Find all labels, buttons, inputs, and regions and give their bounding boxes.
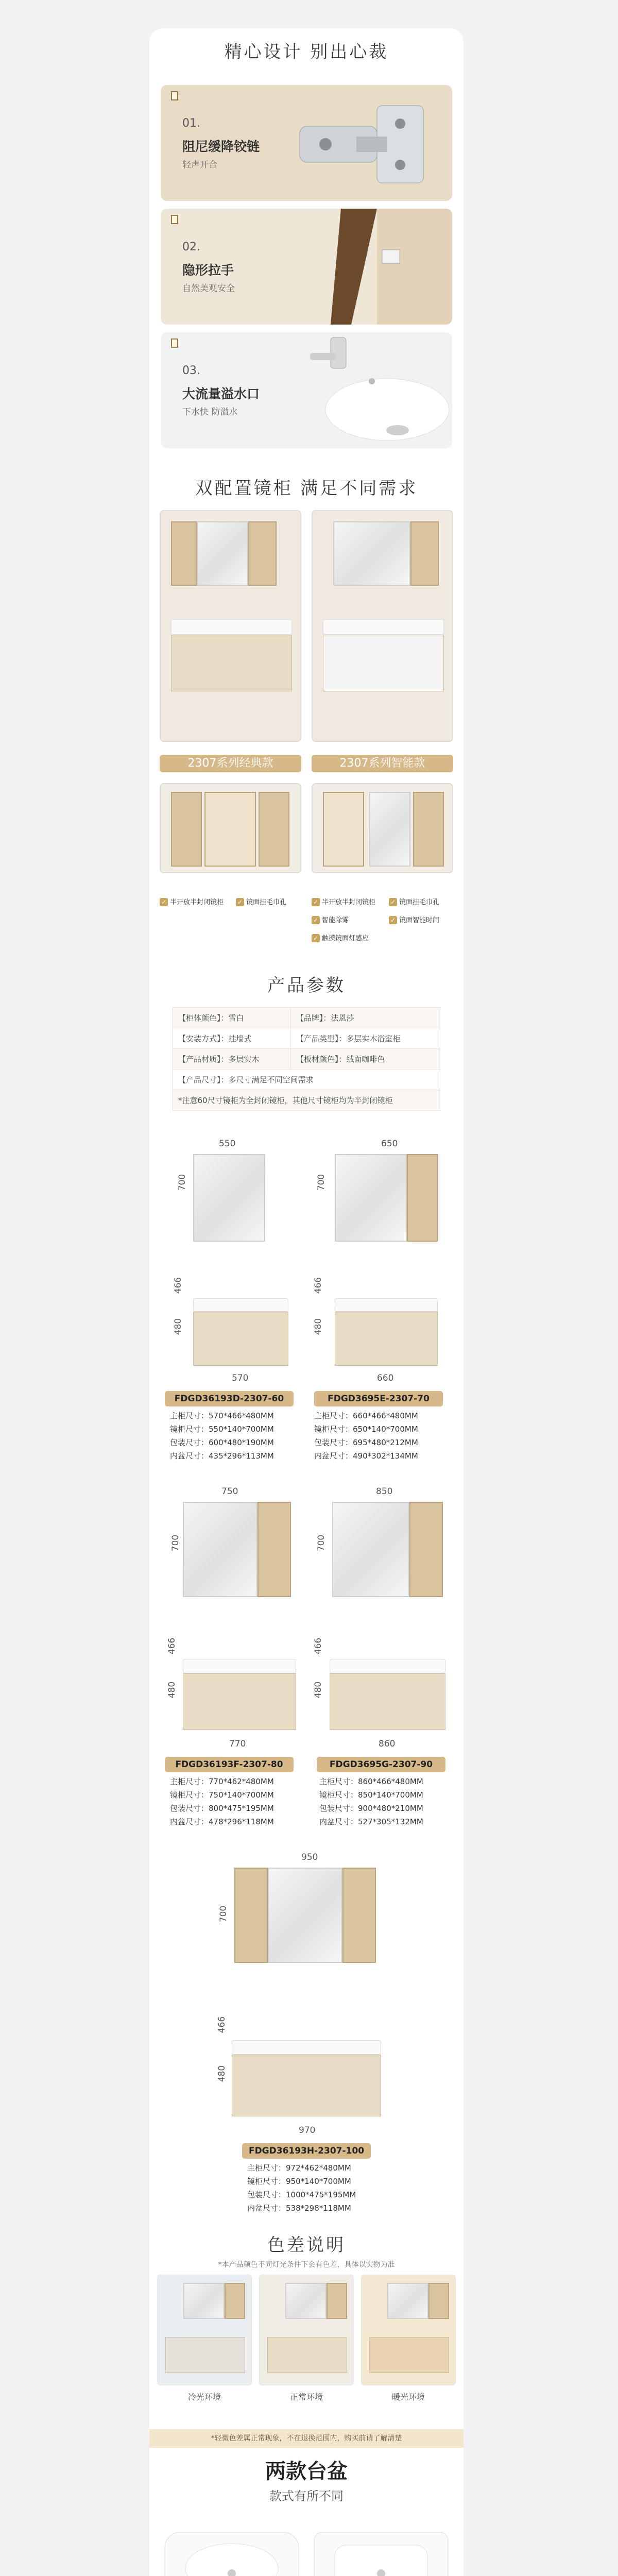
check-icon: ✓ <box>389 898 397 906</box>
mirror-100 <box>268 1868 342 1963</box>
mirror-70 <box>335 1154 407 1242</box>
mirror-90 <box>332 1502 409 1597</box>
cabinet-100 <box>232 2055 381 2116</box>
cabinet-90 <box>330 1673 445 1730</box>
cab-depth: 466 <box>167 1637 178 1655</box>
basin-100 <box>232 2040 381 2055</box>
feature-handle <box>161 209 452 325</box>
cab-width: 770 <box>229 1739 246 1749</box>
smart-feature: ✓ 智能除雾 <box>312 914 349 924</box>
design-title: 精心设计 别出心裁 <box>224 42 389 62</box>
feature-overflow <box>161 332 452 448</box>
smart-photo <box>312 510 453 742</box>
swatch-label: 暖光环境 <box>391 2392 425 2402</box>
mirror-width: 750 <box>221 1486 238 1497</box>
cab-depth: 466 <box>313 1637 324 1655</box>
smart-label: 2307系列智能款 <box>312 755 453 772</box>
cabinet-80 <box>183 1673 296 1730</box>
shelf-80 <box>258 1502 291 1597</box>
cab-height: 480 <box>313 1681 324 1699</box>
classic-open-photo <box>160 783 301 873</box>
table-row: 【柜体颜色】：雪白 【品牌】：法恩莎 <box>173 1008 440 1028</box>
model-specs: 主柜尺寸：770*462*480MM 镜柜尺寸：750*140*700MM 包装尺寸：800*475*195MM 内盆尺寸：478*296*118MM <box>170 1777 274 1826</box>
tag-icon <box>171 338 178 348</box>
smart-open-photo <box>312 783 453 873</box>
color-title: 色差说明 <box>267 2235 346 2256</box>
feature-sub: 下水快 防溢水 <box>182 407 238 417</box>
model-code: FDGD3695G-2307-90 <box>317 1757 445 1772</box>
feature-num: 03. <box>182 364 200 377</box>
mirror-width: 850 <box>376 1486 393 1497</box>
classic-feature: ✓ 镜面挂毛巾孔 <box>236 896 286 906</box>
params-table <box>173 1007 440 1111</box>
smart-feature: ✓ 半开放半封闭镜柜 <box>312 896 375 906</box>
shelf-70 <box>407 1154 438 1242</box>
mirror-height: 700 <box>170 1534 181 1552</box>
mirror-width: 950 <box>301 1852 318 1862</box>
table-row: 【产品材质】：多层实木 【板材颜色】：绒面咖啡色 <box>173 1049 440 1070</box>
feature-hinge <box>161 85 452 201</box>
cab-height: 480 <box>167 1681 178 1699</box>
dual-title: 双配置镜柜 满足不同需求 <box>195 478 418 499</box>
feature-sub: 自然美观安全 <box>182 283 235 294</box>
hinge-icon <box>295 95 449 193</box>
feature-title: 阻尼缓降铰链 <box>182 139 260 154</box>
tag-icon <box>171 91 178 100</box>
tag-icon <box>171 215 178 224</box>
bottom-notice: *轻微色差属正常现象，不在退换范围内，购买前请了解清楚 <box>149 2429 464 2448</box>
check-icon: ✓ <box>160 898 168 906</box>
model-specs: 主柜尺寸：860*466*480MM 镜柜尺寸：850*140*700MM 包装尺寸：900*480*210MM 内盆尺寸：527*305*132MM <box>319 1777 423 1826</box>
feature-num: 02. <box>182 241 200 253</box>
check-icon: ✓ <box>389 916 397 924</box>
swatch-normal <box>259 2275 354 2385</box>
feature-sub: 轻声开合 <box>182 160 217 170</box>
classic-photo <box>160 510 301 742</box>
mirror-height: 700 <box>316 1534 327 1552</box>
mirror-height: 700 <box>177 1174 188 1191</box>
cab-depth: 466 <box>313 1277 324 1294</box>
feature-title: 大流量溢水口 <box>182 386 260 401</box>
cab-depth: 466 <box>217 2016 228 2033</box>
model-specs: 主柜尺寸：660*466*480MM 镜柜尺寸：650*140*700MM 包装尺寸：695*480*212MM 内盆尺寸：490*302*134MM <box>314 1411 418 1461</box>
handle-icon <box>331 209 452 325</box>
oval-basin-icon <box>160 2517 304 2576</box>
cab-height: 480 <box>217 2065 228 2082</box>
classic-label: 2307系列经典款 <box>160 755 301 772</box>
cab-height: 480 <box>173 1318 184 1335</box>
mirror-height: 700 <box>218 1905 229 1923</box>
content-card <box>149 28 464 2576</box>
shelf-90 <box>409 1502 443 1597</box>
basin-60 <box>193 1298 288 1312</box>
cabinet-70 <box>335 1312 438 1366</box>
cab-width: 970 <box>299 2125 316 2136</box>
swatch-cold <box>157 2275 252 2385</box>
model-code: FDGD36193D-2307-60 <box>165 1391 294 1406</box>
square-basin-icon <box>309 2517 453 2576</box>
basin-90 <box>330 1659 445 1673</box>
table-row: 【产品尺寸】：多尺寸满足不同空间需求 <box>173 1070 440 1090</box>
basin-subtitle: 款式有所不同 <box>269 2489 344 2503</box>
cab-depth: 466 <box>173 1277 184 1294</box>
basin-80 <box>183 1659 296 1673</box>
model-code: FDGD36193H-2307-100 <box>242 2143 371 2159</box>
mirror-80 <box>183 1502 258 1597</box>
feature-num: 01. <box>182 117 200 130</box>
cab-height: 480 <box>313 1318 324 1335</box>
cab-width: 660 <box>377 1373 394 1383</box>
shelf-100-right <box>342 1868 376 1963</box>
swatch-label: 冷光环境 <box>187 2392 221 2402</box>
swatch-label: 正常环境 <box>289 2392 323 2402</box>
check-icon: ✓ <box>312 934 320 942</box>
feature-title: 隐形拉手 <box>182 263 234 278</box>
basin-70 <box>335 1298 438 1312</box>
faucet-icon <box>295 332 452 448</box>
mirror-height: 700 <box>316 1174 327 1191</box>
model-specs: 主柜尺寸：570*466*480MM 镜柜尺寸：550*140*700MM 包装尺寸：600*480*190MM 内盆尺寸：435*296*113MM <box>170 1411 274 1461</box>
basin-title: 两款台盆 <box>265 2460 348 2483</box>
mirror-width: 550 <box>219 1139 236 1149</box>
model-code: FDGD3695E-2307-70 <box>314 1391 443 1406</box>
cabinet-60 <box>193 1312 288 1366</box>
cab-width: 860 <box>379 1739 396 1749</box>
mirror-width: 650 <box>381 1139 398 1149</box>
mirror-60 <box>193 1154 265 1242</box>
check-icon: ✓ <box>236 898 244 906</box>
smart-feature: ✓ 镜面智能时间 <box>389 914 439 924</box>
cab-width: 570 <box>232 1373 249 1383</box>
shelf-100-left <box>234 1868 268 1963</box>
table-row: 【安装方式】：挂墙式 【产品类型】：多层实木浴室柜 <box>173 1028 440 1049</box>
check-icon: ✓ <box>312 916 320 924</box>
smart-feature: ✓ 触摸镜面灯感应 <box>312 933 369 942</box>
color-note: *本产品颜色不同灯光条件下会有色差，具体以实物为准 <box>218 2261 395 2269</box>
table-row: *注意60尺寸镜柜为全封闭镜柜，其他尺寸镜柜均为半封闭镜柜 <box>173 1090 440 1111</box>
swatch-warm <box>361 2275 456 2385</box>
model-specs: 主柜尺寸：972*462*480MM 镜柜尺寸：950*140*700MM 包装尺寸：1000*475*195MM 内盆尺寸：538*298*118MM <box>247 2163 356 2213</box>
check-icon: ✓ <box>312 898 320 906</box>
model-code: FDGD36193F-2307-80 <box>165 1757 294 1772</box>
smart-feature: ✓ 镜面挂毛巾孔 <box>389 896 439 906</box>
classic-feature: ✓ 半开放半封闭镜柜 <box>160 896 224 906</box>
params-title: 产品参数 <box>267 975 346 996</box>
